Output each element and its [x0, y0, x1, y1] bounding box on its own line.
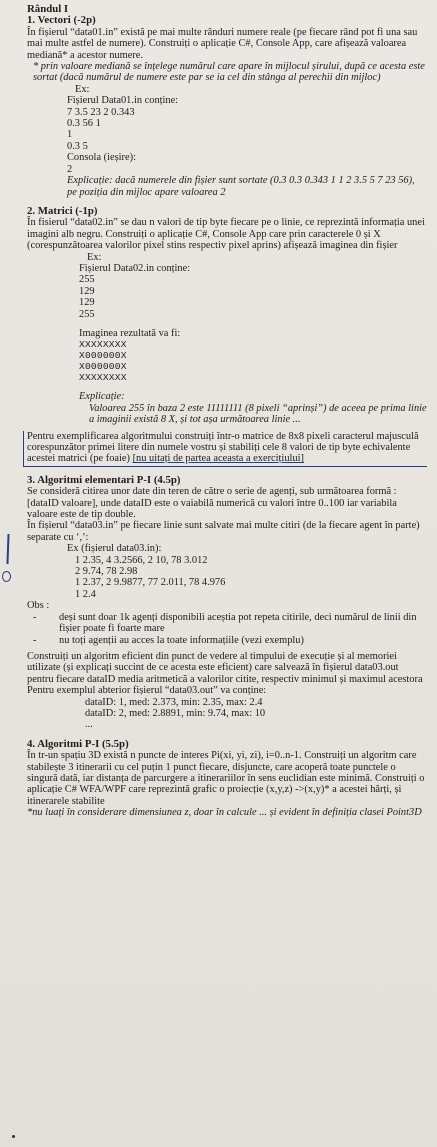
section-3-text-2: [dataID valoare], unde dataID este o vaiabilă numerică cu valori între 0..100 iar variabila valoare este de tip double. [27, 497, 397, 521]
section-2-image-row: XXXXXXXX [79, 372, 127, 384]
section-3-line: 1 2.4 [75, 588, 96, 600]
section-2-image-row: X000000X [79, 350, 127, 362]
section-2-extra-note: [nu uitați de partea aceasta a exercițiului] [132, 453, 304, 465]
section-1-note: * prin valoare mediană se înțelege numărul care apare în mijlocul șirului, după ce acesta este sortat (dacă numărul de numere este par se ia cel din stânga al perechii din mijloc) [33, 61, 425, 84]
section-1-line: 0.3 5 [67, 140, 88, 152]
section-4-note: *nu luați în considerare dimensiunea z, doar în calcule ... și evident în definiția clasei Point3D [27, 807, 422, 819]
section-3-obs-1: deși sunt doar 1k agenți disponibili aceștia pot repeta citirile, deci numărul de linii din fișier poate fi foarte mare [59, 611, 417, 635]
section-2-image-label: Imaginea rezultată va fi: [79, 327, 181, 339]
section-3-out-line: dataID: 1, med: 2.373, min: 2.35, max: 2.4 [85, 696, 263, 708]
section-1-line: 0.3 56 1 [67, 118, 101, 130]
section-1-output: 2 [67, 163, 73, 175]
section-2-text: În fisierul “data02.in” se dau n valori de tip byte fiecare pe o linie, ce reprezintă informația unei imagini alb negru. Construiți o aplicație C#, Console App care prin caracterele 0 și X (corespunzătoarea valorilor pixel stins respectiv pixel aprins) afișează imaginea din fișier [27, 217, 425, 252]
section-3-title: 3. Algoritmi elementari P-I (4.5p) [27, 473, 181, 486]
section-3-line: 1 2.35, 4 3.2566, 2 10, 78 3.012 [75, 554, 208, 566]
section-2-value: 255 [79, 308, 95, 320]
section-2-image-row: X000000X [79, 361, 127, 373]
pen-mark-line [6, 534, 9, 564]
section-2-extra-main: Pentru exemplificarea algoritmului construiți într-o matrice de 8x8 pixeli caracterul majusculă corespunzător primei litere din numele vostru și stabiliți cele 8 valori de tip byte echivalente acestei matrici (pe foaie) [27, 430, 419, 465]
section-3-text-1: Se consideră citirea unor date din teren de către o serie de agenți, sub următoarea formă : [27, 486, 397, 498]
section-3-obs-label: Obs : [27, 600, 50, 612]
pen-mark-dot [12, 1135, 15, 1138]
section-1-text: În fișierul “data01.in” există pe mai multe rânduri numere reale (pe fiecare rând pot fi una sau mai multe astfel de numere). Construiți o aplicație C#, Console App, care afișează valoarea mediană* a acestor numere. [27, 26, 418, 61]
section-1-console-label: Consola (ieșire): [67, 152, 136, 164]
section-2-extra-task [23, 431, 427, 467]
section-3-line: 1 2.37, 2 9.9877, 77 2.011, 78 4.976 [75, 577, 226, 589]
section-2-value: 129 [79, 285, 95, 297]
section-3-ellipsis: ... [85, 719, 93, 731]
section-2-ex-label: Ex: [87, 251, 102, 263]
page-title: Rândul I [27, 3, 69, 15]
pen-mark-circle [2, 571, 11, 582]
section-2-expl-text: Valoarea 255 în baza 2 este 11111111 (8 pixeli “aprinși”) de aceea pe prima linie a imaginii există 8 X, și tot așa următoarea linie ... [89, 402, 427, 426]
section-3-out-line: dataID: 2, med: 2.8891, min: 9.74, max: 10 [85, 707, 266, 719]
section-2-image-row: XXXXXXXX [79, 339, 127, 351]
section-1-line: 1 [67, 129, 73, 141]
section-1-line: 7 3.5 23 2 0.343 [67, 106, 135, 118]
section-2-title: 2. Matrici (-1p) [27, 204, 98, 217]
section-4-title: 4. Algoritmi P-I (5.5p) [27, 737, 129, 750]
section-1-title: 1. Vectori (-2p) [27, 14, 96, 27]
section-1-explanation: Explicație: dacă numerele din fișier sunt sortate (0.3 0.3 0.343 1 1 2 3.5 5 7 23 56), pe poziția din mijloc apare valoarea 2 [67, 175, 415, 198]
section-2-value: 255 [79, 274, 95, 286]
section-2-value: 129 [79, 297, 95, 309]
section-3-text-3: În fișierul “data03.in” pe fiecare linie sunt salvate mai multe citiri (de la fiecare agent în parte) separate cu ‘,’: [27, 520, 420, 543]
section-3-obs-2: nu toți agenții au acces la toate informațiile (vezi exemplu) [59, 634, 304, 646]
section-3-ex-label: Ex (fișierul data03.in): [67, 543, 162, 555]
section-4-text: În tr-un spațiu 3D există n puncte de interes Pi(xi, yi, zi), i=0..n-1. Construiți un algoritm care stabilește 3 itinerarii cu cel puțin 1 punct fiecare, disjuncte, care acoperă toate punctele o singură dată, iar distanța de parcurgere a itinerariilor în sens euclidian este minimă. Construiți o aplicație C# WFA/WPF care reprezintă grafic o proiecție (x,y,z) ->(x,y)* a acestei hărți, și itinerarele stabilite [27, 750, 425, 807]
section-3-text-4: Construiți un algoritm eficient din punct de vedere al timpului de execuție și al memoriei utilizate (și explicați succint de ce acesta este eficient) care salvează în fișierul data03.out pentru fiecare dataID media aritmetică a valorilor citite, respectiv minimul și maximul acestora [27, 650, 423, 685]
section-2-file-label: Fișierul Data02.in conține: [79, 262, 191, 274]
section-1-file-label: Fișierul Data01.in conține: [67, 95, 179, 107]
section-3-text-5: Pentru exemplul abterior fișierul “data03.out” va conține: [27, 685, 267, 697]
exam-page: Rândul I 1. Vectori (-2p) În fișierul “data01.in” există pe mai multe rânduri numere reale (pe fiecare rând pot fi una sau mai multe astfel de numere). Construiți o aplicație C#, Console App, care afișează valoarea mediană* a acestor numere. * prin valoare mediană se înțelege numărul care apare în mijlocul șirului, după ce acesta este sortat (dacă numărul de numere este par se ia cel din stânga al perechii din mijloc) Ex: Fișierul Data01.in conține: 7 3.5 23 2 0.343 0.3 56 1 1 0.3 5 Consola (ieșire): 2 Explicație: dacă numerele din fișier sunt sortate (0.3 0.3 0.343 1 1 2 3.5 5 7 23 56), pe poziția din mijloc apare valoarea 2 2. Matrici (-1p) În fisierul “data02.in” se dau n valori de tip byte fiecare pe o linie, ce reprezintă informația unei imagini alb negru. Construiți o aplicație C#, Console App care prin caracterele 0 și X (corespunzătoarea valorilor pixel stins respectiv pixel aprins) afișează imaginea din fișier Ex: Fișierul Data02.in conține: 255 129 129 255 Imaginea rezultată va fi: XXXXXXXX X000000X X000000X XXXXXXXX Explicație: Valoarea 255 în baza 2 este 11111111 (8 pixeli “aprinși”) de aceea pe prima linie a imaginii există 8 X, și tot așa următoarea linie ... Pentru exemplificarea algoritmului construiți într-o matrice de 8x8 pixeli caracterul majusculă corespunzător primei litere din numele vostru și stabiliți cele 8 valori de tip byte echivalente acestei matrici (pe foaie) [nu uitați de partea aceasta a exercițiului] 3. Algoritmi elementari P-I (4.5p) Se consideră citirea unor date din teren de către o serie de agenți, sub următoarea formă : [dataID valoare], unde dataID este o vaiabilă numerică cu valori între 0..100 iar variabila valoare este de tip double. În fișierul “data03.in” pe fiecare linie sunt salvate mai multe citiri (de la fiecare agent în parte) separate cu ‘,’: Ex (fișierul data03.in): 1 2.35, 4 3.2566, 2 10, 78 3.012 2 9.74, 78 2.98 1 2.37, 2 9.9877, 77 2.011, 78 4.976 1 2.4 Obs : - deși sunt doar 1k agenți disponibili aceștia pot repeta citirile, deci numărul de linii din fișier poate fi foarte mare - nu toți agenții au acces la toate informațiile (vezi exemplu) Construiți un algoritm eficient din punct de vedere al timpului de execuție și al memoriei utilizate (și explicați succint de ce acesta este eficient) care salvează în fișierul data03.out pentru fiecare dataID media aritmetică a valorilor citite, respectiv minimul și maximul acestora Pentru exemplul abterior fișierul “data03.out” va conține: dataID: 1, med: 2.373, min: 2.35, max: 2.4 dataID: 2, med: 2.8891, min: 9.74, max: 10 ... 4. Algoritmi P-I (5.5p) În tr-un spațiu 3D există n puncte de interes Pi(xi, yi, zi), i=0..n-1. Construiți un algoritm care stabilește 3 itinerarii cu cel puțin 1 punct fiecare, disjuncte, care acoperă toate punctele o singură dată, iar distanța de parcurgere a itinerariilor în sens euclidian este minimă. Construiți o aplicație C# WFA/WPF care reprezintă grafic o proiecție (x,y,z) ->(x,y)* a acestei hărți, și itinerarele stabilite *nu luați în considerare dimensiunea z, doar în calcule ... și evident în definiția clasei Point3D [0, 0, 437, 1147]
section-3-line: 2 9.74, 78 2.98 [75, 566, 138, 578]
section-3-obs [27, 600, 427, 611]
section-2-expl-title: Explicație: [79, 391, 125, 403]
section-1-ex-label: Ex: [75, 83, 90, 95]
